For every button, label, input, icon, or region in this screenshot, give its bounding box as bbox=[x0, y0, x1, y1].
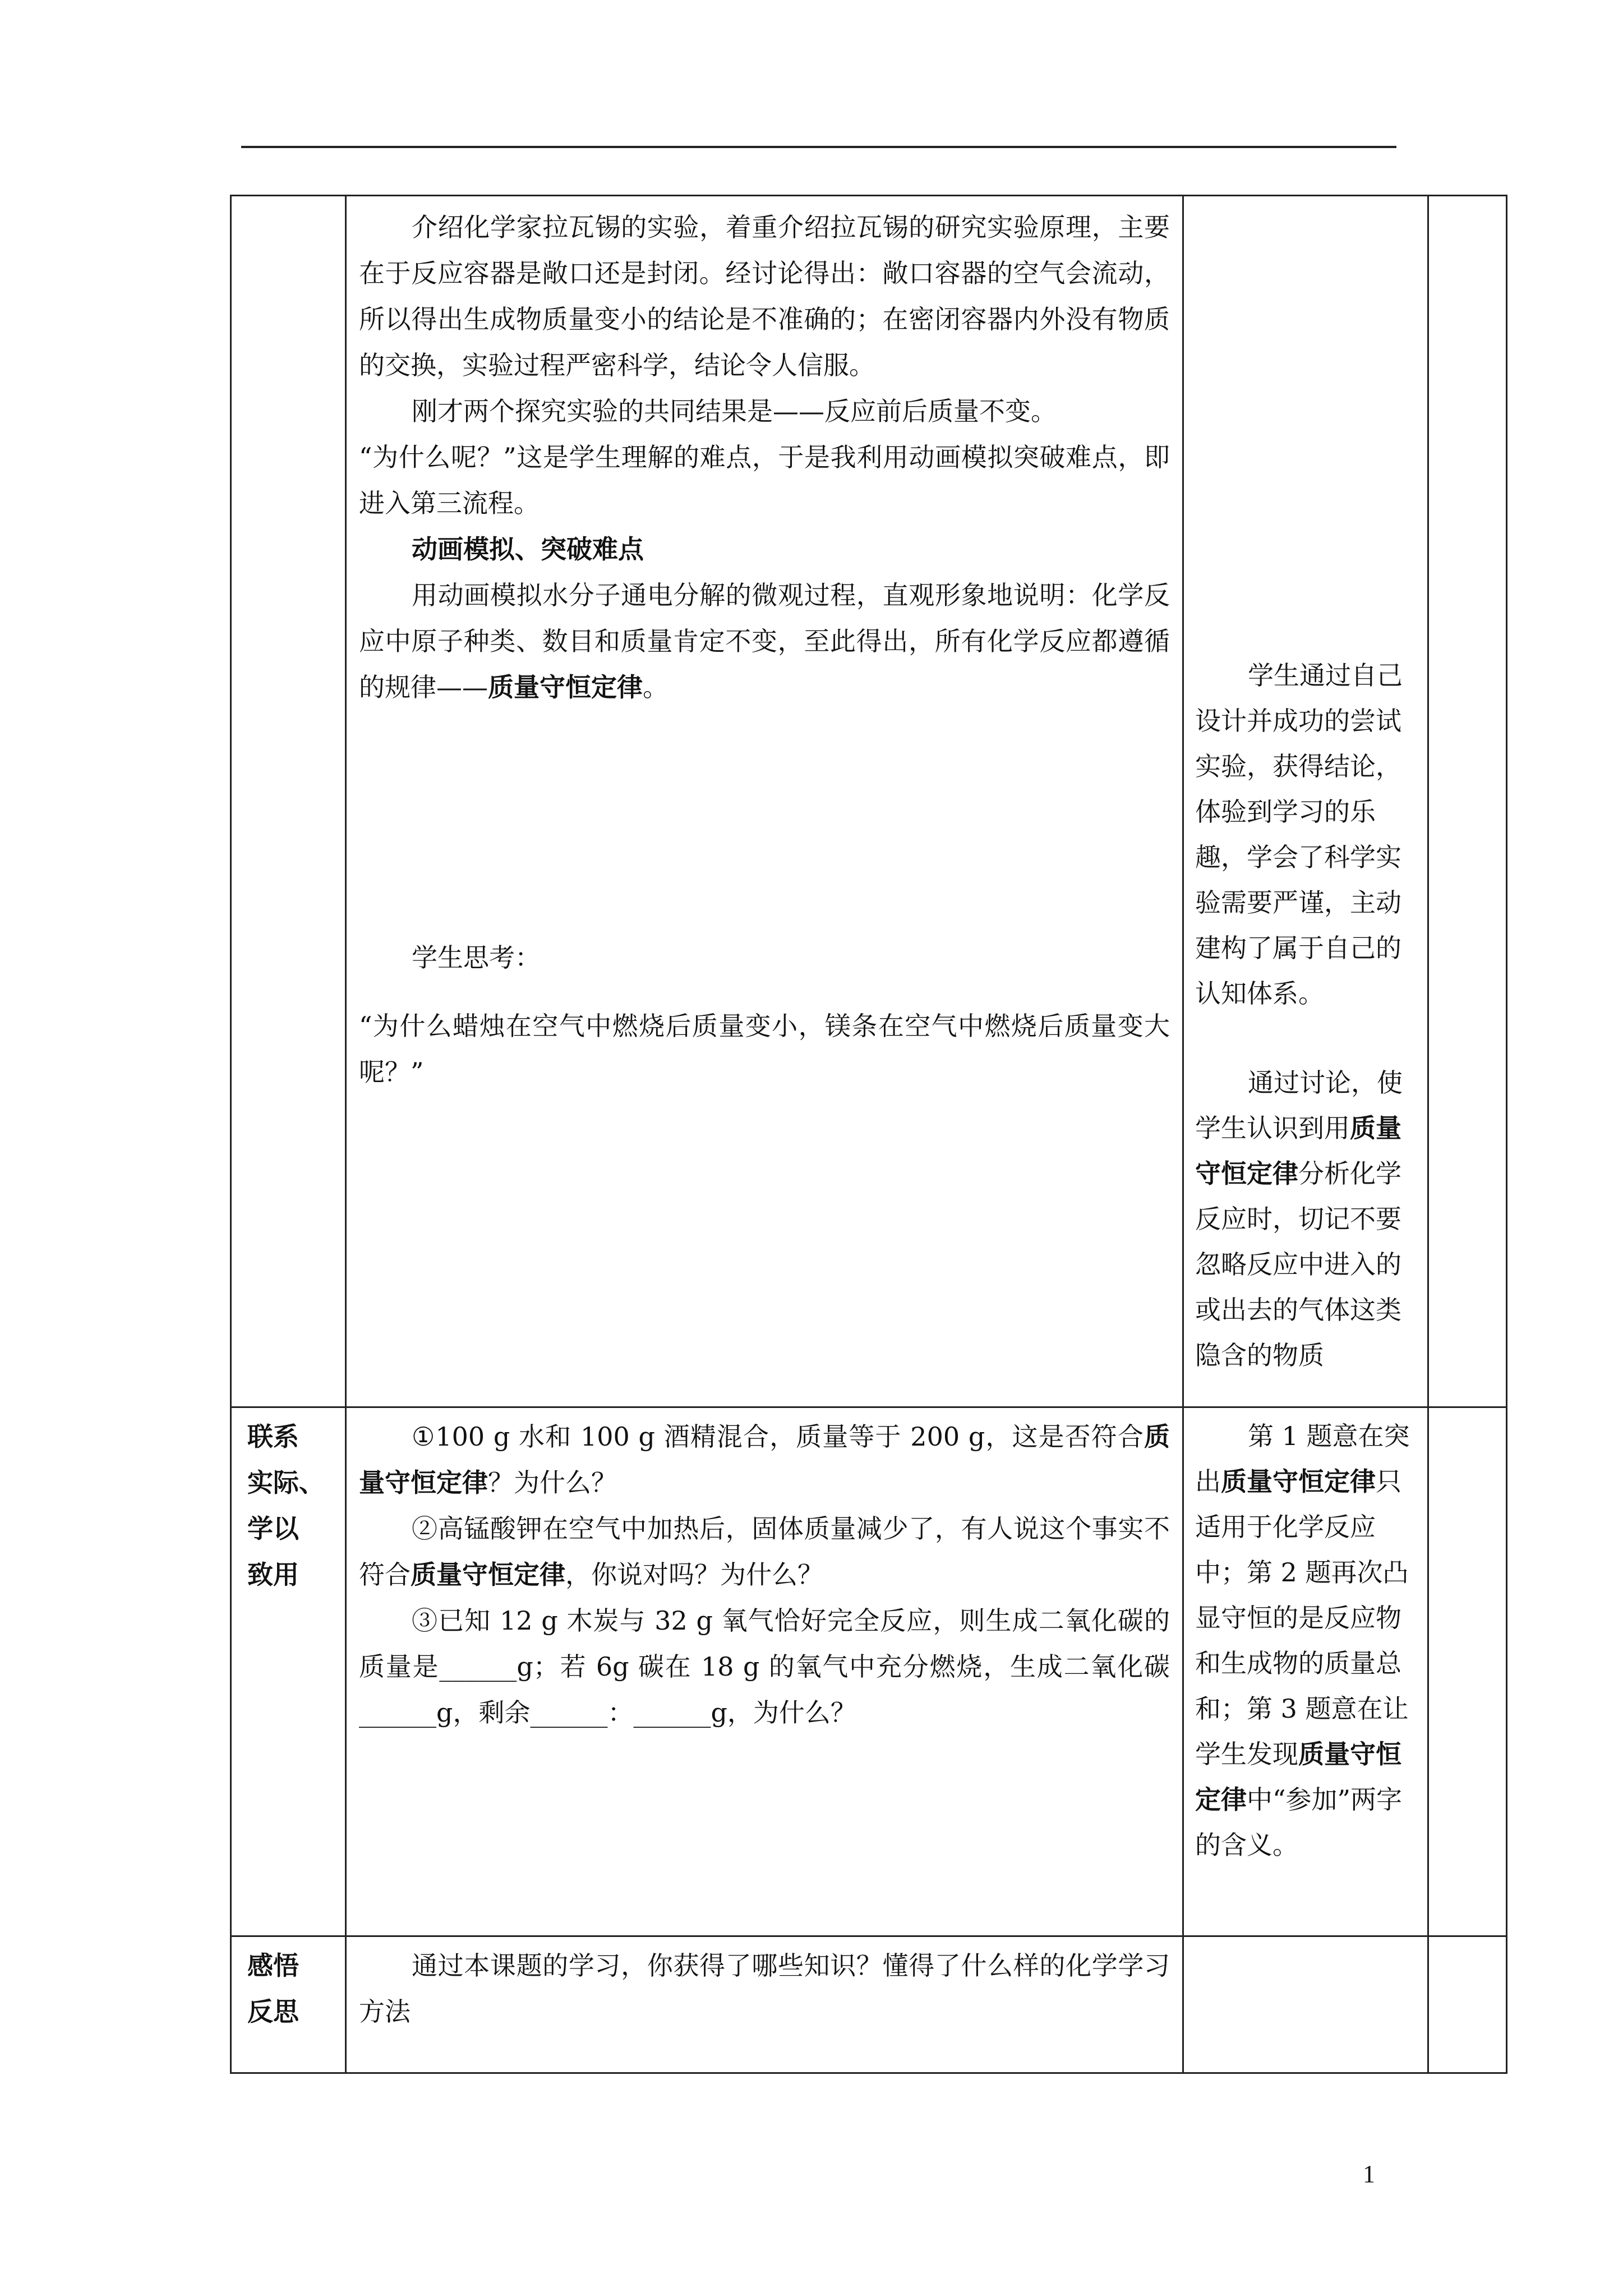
label-line: 联系 bbox=[247, 1421, 299, 1452]
question-1: ①100 g 水和 100 g 酒精混合，质量等于 200 g，这是否符合质量守恒定律？为什么？ bbox=[359, 1421, 1170, 1498]
table-row bbox=[231, 1407, 1507, 1936]
teaching-process-cell bbox=[346, 196, 1183, 1407]
reflection-cell bbox=[346, 1936, 1183, 2073]
lesson-table bbox=[230, 195, 1507, 2074]
table-row bbox=[231, 1936, 1507, 2073]
student-think-label: 学生思考： bbox=[412, 942, 541, 973]
question-3: ③已知 12 g 木炭与 32 g 氧气恰好完全反应，则生成二氧化碳的质量是______g；若 6g 碳在 18 g 的氧气中充分燃烧，生成二氧化碳______g，剩余______：______g，为什么？ bbox=[359, 1605, 1170, 1728]
note-questions: 第 1 题意在突出质量守恒定律只适用于化学反应中；第 2 题再次凸显守恒的是反应物和生成物的质量总和；第 3 题意在让学生发现质量守恒定律中“参加”两字的含义。 bbox=[1195, 1421, 1410, 1860]
note-experiment: 学生通过自己设计并成功的尝试实验，获得结论，体验到学习的乐趣，学会了科学实验需要严谨，主动建构了属于自己的认知体系。 bbox=[1195, 660, 1403, 1009]
section-heading-animation: 动画模拟、突破难点 bbox=[412, 534, 644, 564]
label-line: 实际、 bbox=[247, 1467, 325, 1498]
paragraph-why: “为什么呢？”这是学生理解的难点，于是我利用动画模拟突破难点，即进入第三流程。 bbox=[359, 442, 1170, 518]
reflection-text: 通过本课题的学习，你获得了哪些知识？懂得了什么样的化学学习方法 bbox=[359, 1950, 1170, 2027]
question-2: ②高锰酸钾在空气中加热后，固体质量减少了，有人说这个事实不符合质量守恒定律，你说对吗？为什么？ bbox=[359, 1513, 1170, 1590]
row-label-cell bbox=[231, 1936, 346, 2073]
practice-questions-cell bbox=[346, 1407, 1183, 1936]
empty-cell bbox=[1428, 196, 1507, 1407]
note-discussion: 通过讨论，使学生认识到用质量守恒定律分析化学反应时，切记不要忽略反应中进入的或出去的气体这类隐含的物质 bbox=[1195, 1068, 1403, 1370]
empty-cell bbox=[1428, 1936, 1507, 2073]
paragraph-lavoisier: 介绍化学家拉瓦锡的实验，着重介绍拉瓦锡的研究实验原理，主要在于反应容器是敞口还是封闭。经讨论得出：敞口容器的空气会流动，所以得出生成物质量变小的结论是不准确的；在密闭容器内外没有物质的交换，实验过程严密科学，结论令人信服。 bbox=[359, 212, 1170, 380]
table-row bbox=[231, 196, 1507, 1407]
label-line: 感悟 bbox=[247, 1950, 299, 1981]
design-intent-cell bbox=[1183, 1407, 1428, 1936]
row-label-cell bbox=[231, 196, 346, 1407]
empty-cell bbox=[1183, 1936, 1428, 2073]
page-number: 1 bbox=[1363, 2160, 1375, 2188]
row-label-cell bbox=[231, 1407, 346, 1936]
paragraph-animation: 用动画模拟水分子通电分解的微观过程，直观形象地说明：化学反应中原子种类、数目和质量肯定不变，至此得出，所有化学反应都遵循的规律——质量守恒定律。 bbox=[359, 580, 1170, 702]
label-line: 致用 bbox=[247, 1559, 299, 1590]
paragraph-common-result: 刚才两个探究实验的共同结果是——反应前后质量不变。 bbox=[412, 396, 1057, 426]
student-think-question: “为什么蜡烛在空气中燃烧后质量变小，镁条在空气中燃烧后质量变大呢？” bbox=[359, 1011, 1170, 1087]
header-rule bbox=[241, 146, 1396, 148]
label-line: 学以 bbox=[247, 1513, 299, 1544]
label-line: 反思 bbox=[247, 1996, 299, 2027]
design-intent-cell bbox=[1183, 196, 1428, 1407]
empty-cell bbox=[1428, 1407, 1507, 1936]
